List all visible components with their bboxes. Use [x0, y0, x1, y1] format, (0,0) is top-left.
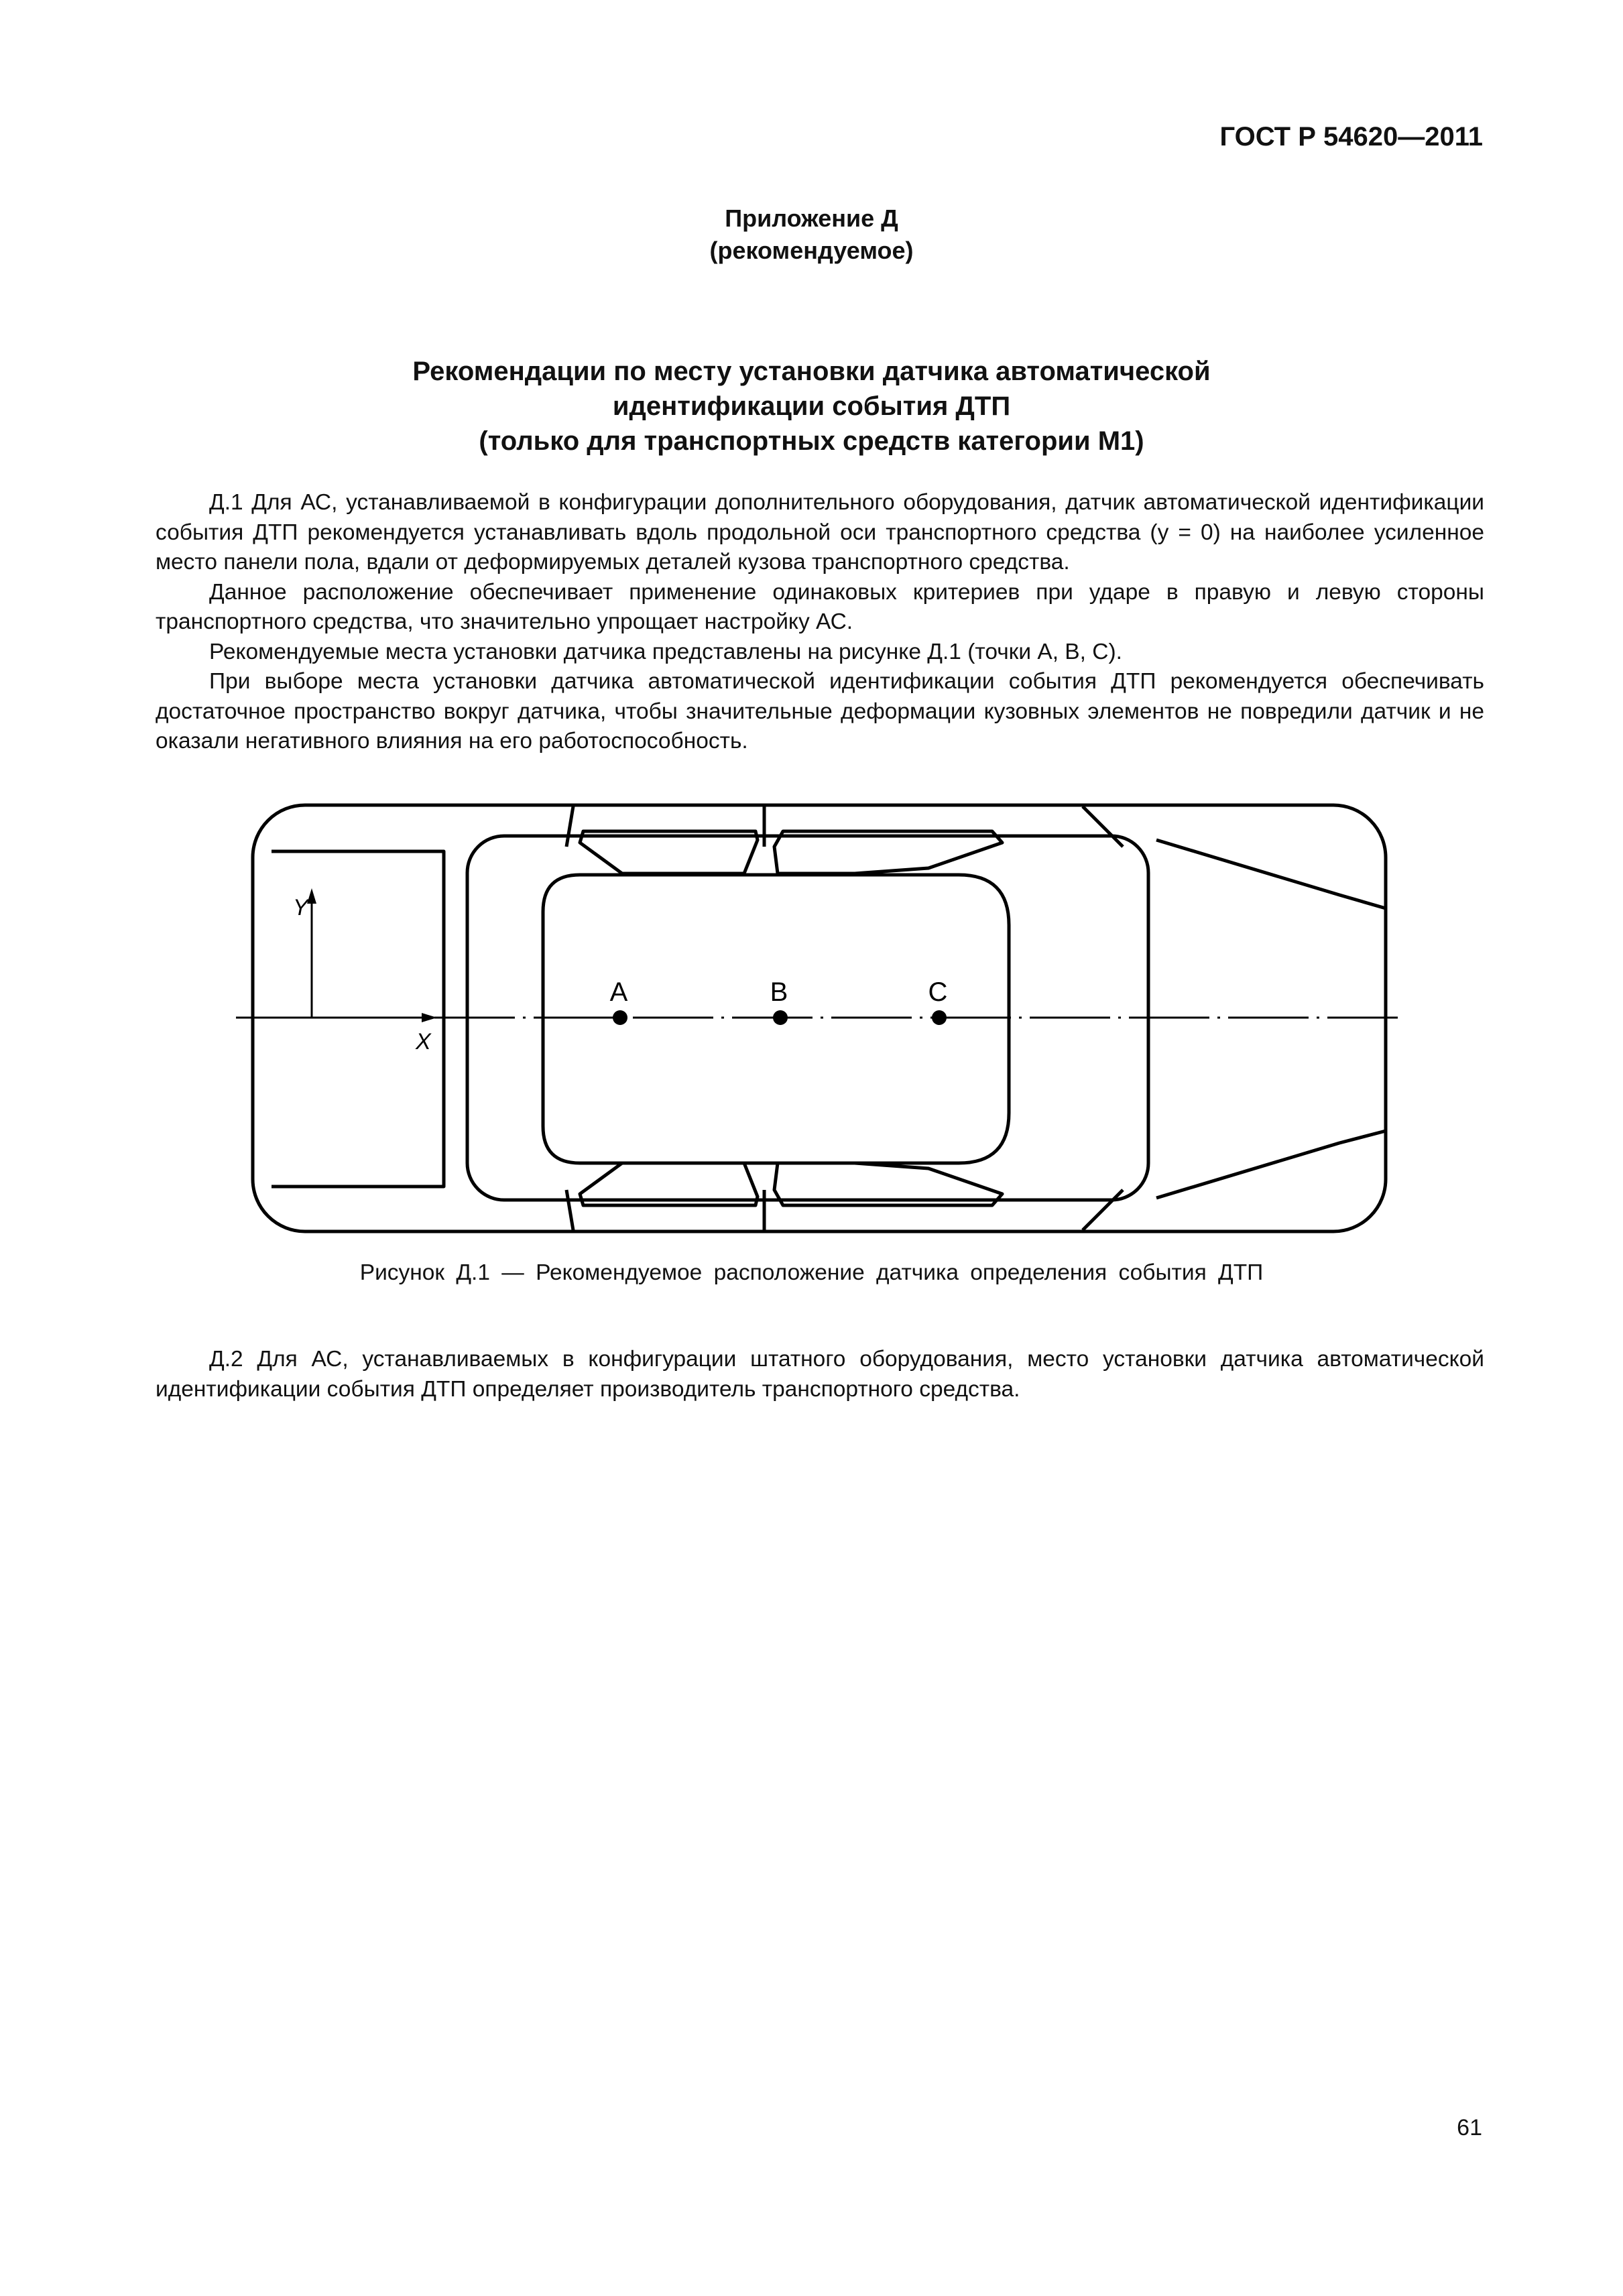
car-top-view-diagram — [228, 788, 1415, 1257]
sensor-point-label-b: B — [770, 977, 788, 1007]
appendix-heading — [0, 202, 1623, 267]
hood-line-top — [1156, 840, 1386, 908]
paragraph-d2: Д.2 Для АС, устанавливаемых в конфигурации штатного оборудования, место установки датчика автоматической идентификации события ДТП определяет производитель транспортного средства. — [156, 1347, 1484, 1402]
pillar-bottom-right — [1083, 1190, 1123, 1230]
sensor-point-label-c: C — [928, 977, 948, 1007]
paragraph-4: При выборе места установки датчика автоматической идентификации события ДТП рекомендуется обеспечивать достаточное пространство вокруг датчика, чтобы значительные деформации кузовных элементов не повредили датчик и не оказали негативного влияния на его работоспособность. — [156, 669, 1484, 753]
sensor-point-a — [613, 1010, 627, 1025]
pillar-bottom-left — [566, 1190, 573, 1230]
sensor-point-c — [932, 1010, 947, 1025]
hood-line-bottom — [1156, 1131, 1386, 1198]
pillar-top-left — [566, 806, 573, 847]
sensor-point-label-a: A — [609, 977, 628, 1007]
paragraph-2: Данное расположение обеспечивает применение одинаковых критериев при ударе в правую и левую стороны транспортного средства, что значительно упрощает настройку АС. — [156, 579, 1484, 634]
title-line-2: идентификации события ДТП — [612, 391, 1011, 421]
paragraph-d1: Д.1 Для АС, устанавливаемой в конфигурации дополнительного оборудования, датчик автоматической идентификации события ДТП рекомендуется устанавливать вдоль продольной оси транспортного средства (y = 0) на наиболее усиленное место панели пола, вдали от деформируемых деталей кузова транспортного средства. — [156, 490, 1484, 575]
figure-car-diagram — [228, 788, 1415, 1257]
appendix-status: (рекомендуемое) — [709, 237, 914, 264]
sensor-point-b — [773, 1010, 788, 1025]
page-number: 61 — [1457, 2115, 1482, 2140]
section-title — [0, 354, 1623, 459]
y-axis-arrow-icon — [307, 888, 316, 904]
figure-caption: Рисунок Д.1 — Рекомендуемое расположение датчика определения события ДТП — [359, 1260, 1264, 1285]
title-line-3: (только для транспортных средств категории М1) — [479, 426, 1144, 456]
x-axis-label: X — [416, 1029, 431, 1054]
standard-code: ГОСТ Р 54620—2011 — [1219, 122, 1483, 152]
pillar-top-right — [1083, 806, 1123, 847]
y-axis-label: Y — [293, 895, 308, 920]
paragraph-3: Рекомендуемые места установки датчика представлены на рисунке Д.1 (точки А, В, С). — [209, 639, 1122, 664]
title-line-1: Рекомендации по месту установки датчика автоматической — [412, 357, 1211, 386]
body-text-2 — [156, 1345, 1484, 1404]
body-text — [156, 488, 1484, 757]
appendix-label: Приложение Д — [725, 204, 898, 232]
x-axis-arrow-icon — [422, 1013, 437, 1022]
